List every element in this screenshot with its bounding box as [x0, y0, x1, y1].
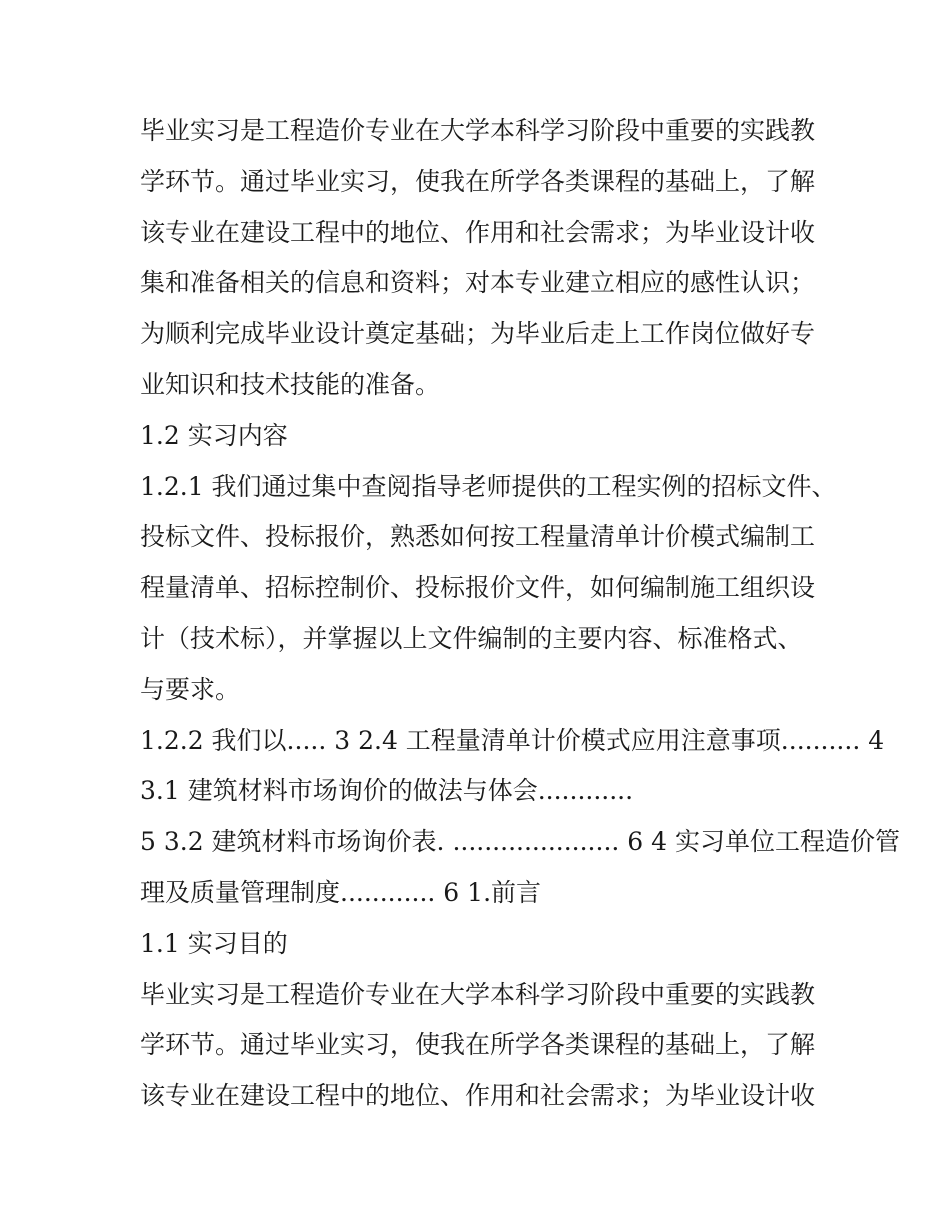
document-body: [140, 106, 900, 1122]
section-heading: 1.1 实习目的: [140, 928, 288, 958]
paragraph-line: 学环节。通过毕业实习，使我在所学各类课程的基础上，了解: [140, 166, 816, 196]
paragraph-line: 毕业实习是工程造价专业在大学本科学习阶段中重要的实践教: [140, 979, 816, 1009]
toc-line: 1.2.2 我们以..... 3 2.4 工程量清单计价模式应用注意事项.......... 4: [140, 725, 885, 755]
paragraph-line: 学环节。通过毕业实习，使我在所学各类课程的基础上，了解: [140, 1030, 816, 1060]
paragraph-line: 该专业在建设工程中的地位、作用和社会需求；为毕业设计收: [140, 217, 816, 247]
toc-line: 3.1 建筑材料市场询价的做法与体会............: [140, 776, 634, 806]
toc-line: 5 3.2 建筑材料市场询价表. ..................... 6 4 实习单位工程造价管: [140, 827, 900, 857]
paragraph-line: 毕业实习是工程造价专业在大学本科学习阶段中重要的实践教: [140, 116, 816, 145]
paragraph-line: 为顺利完成毕业设计奠定基础；为毕业后走上工作岗位做好专: [140, 319, 816, 349]
toc-line: 理及质量管理制度............ 6 1.前言: [140, 877, 542, 907]
paragraph-line: 该专业在建设工程中的地位、作用和社会需求；为毕业设计收: [140, 1081, 816, 1111]
paragraph-line: 1.2.1 我们通过集中查阅指导老师提供的工程实例的招标文件、: [140, 471, 837, 501]
paragraph-line: 集和准备相关的信息和资料；对本专业建立相应的感性认识；: [140, 268, 816, 298]
paragraph-line: 与要求。: [140, 674, 241, 704]
paragraph-line: 投标文件、投标报价，熟悉如何按工程量清单计价模式编制工: [140, 522, 816, 552]
paragraph-line: 计（技术标），并掌握以上文件编制的主要内容、标准格式、: [140, 623, 803, 653]
section-heading: 1.2 实习内容: [140, 420, 288, 450]
paragraph-line: 程量清单、招标控制价、投标报价文件，如何编制施工组织设: [140, 573, 816, 603]
paragraph-line: 业知识和技术技能的准备。: [140, 369, 441, 399]
